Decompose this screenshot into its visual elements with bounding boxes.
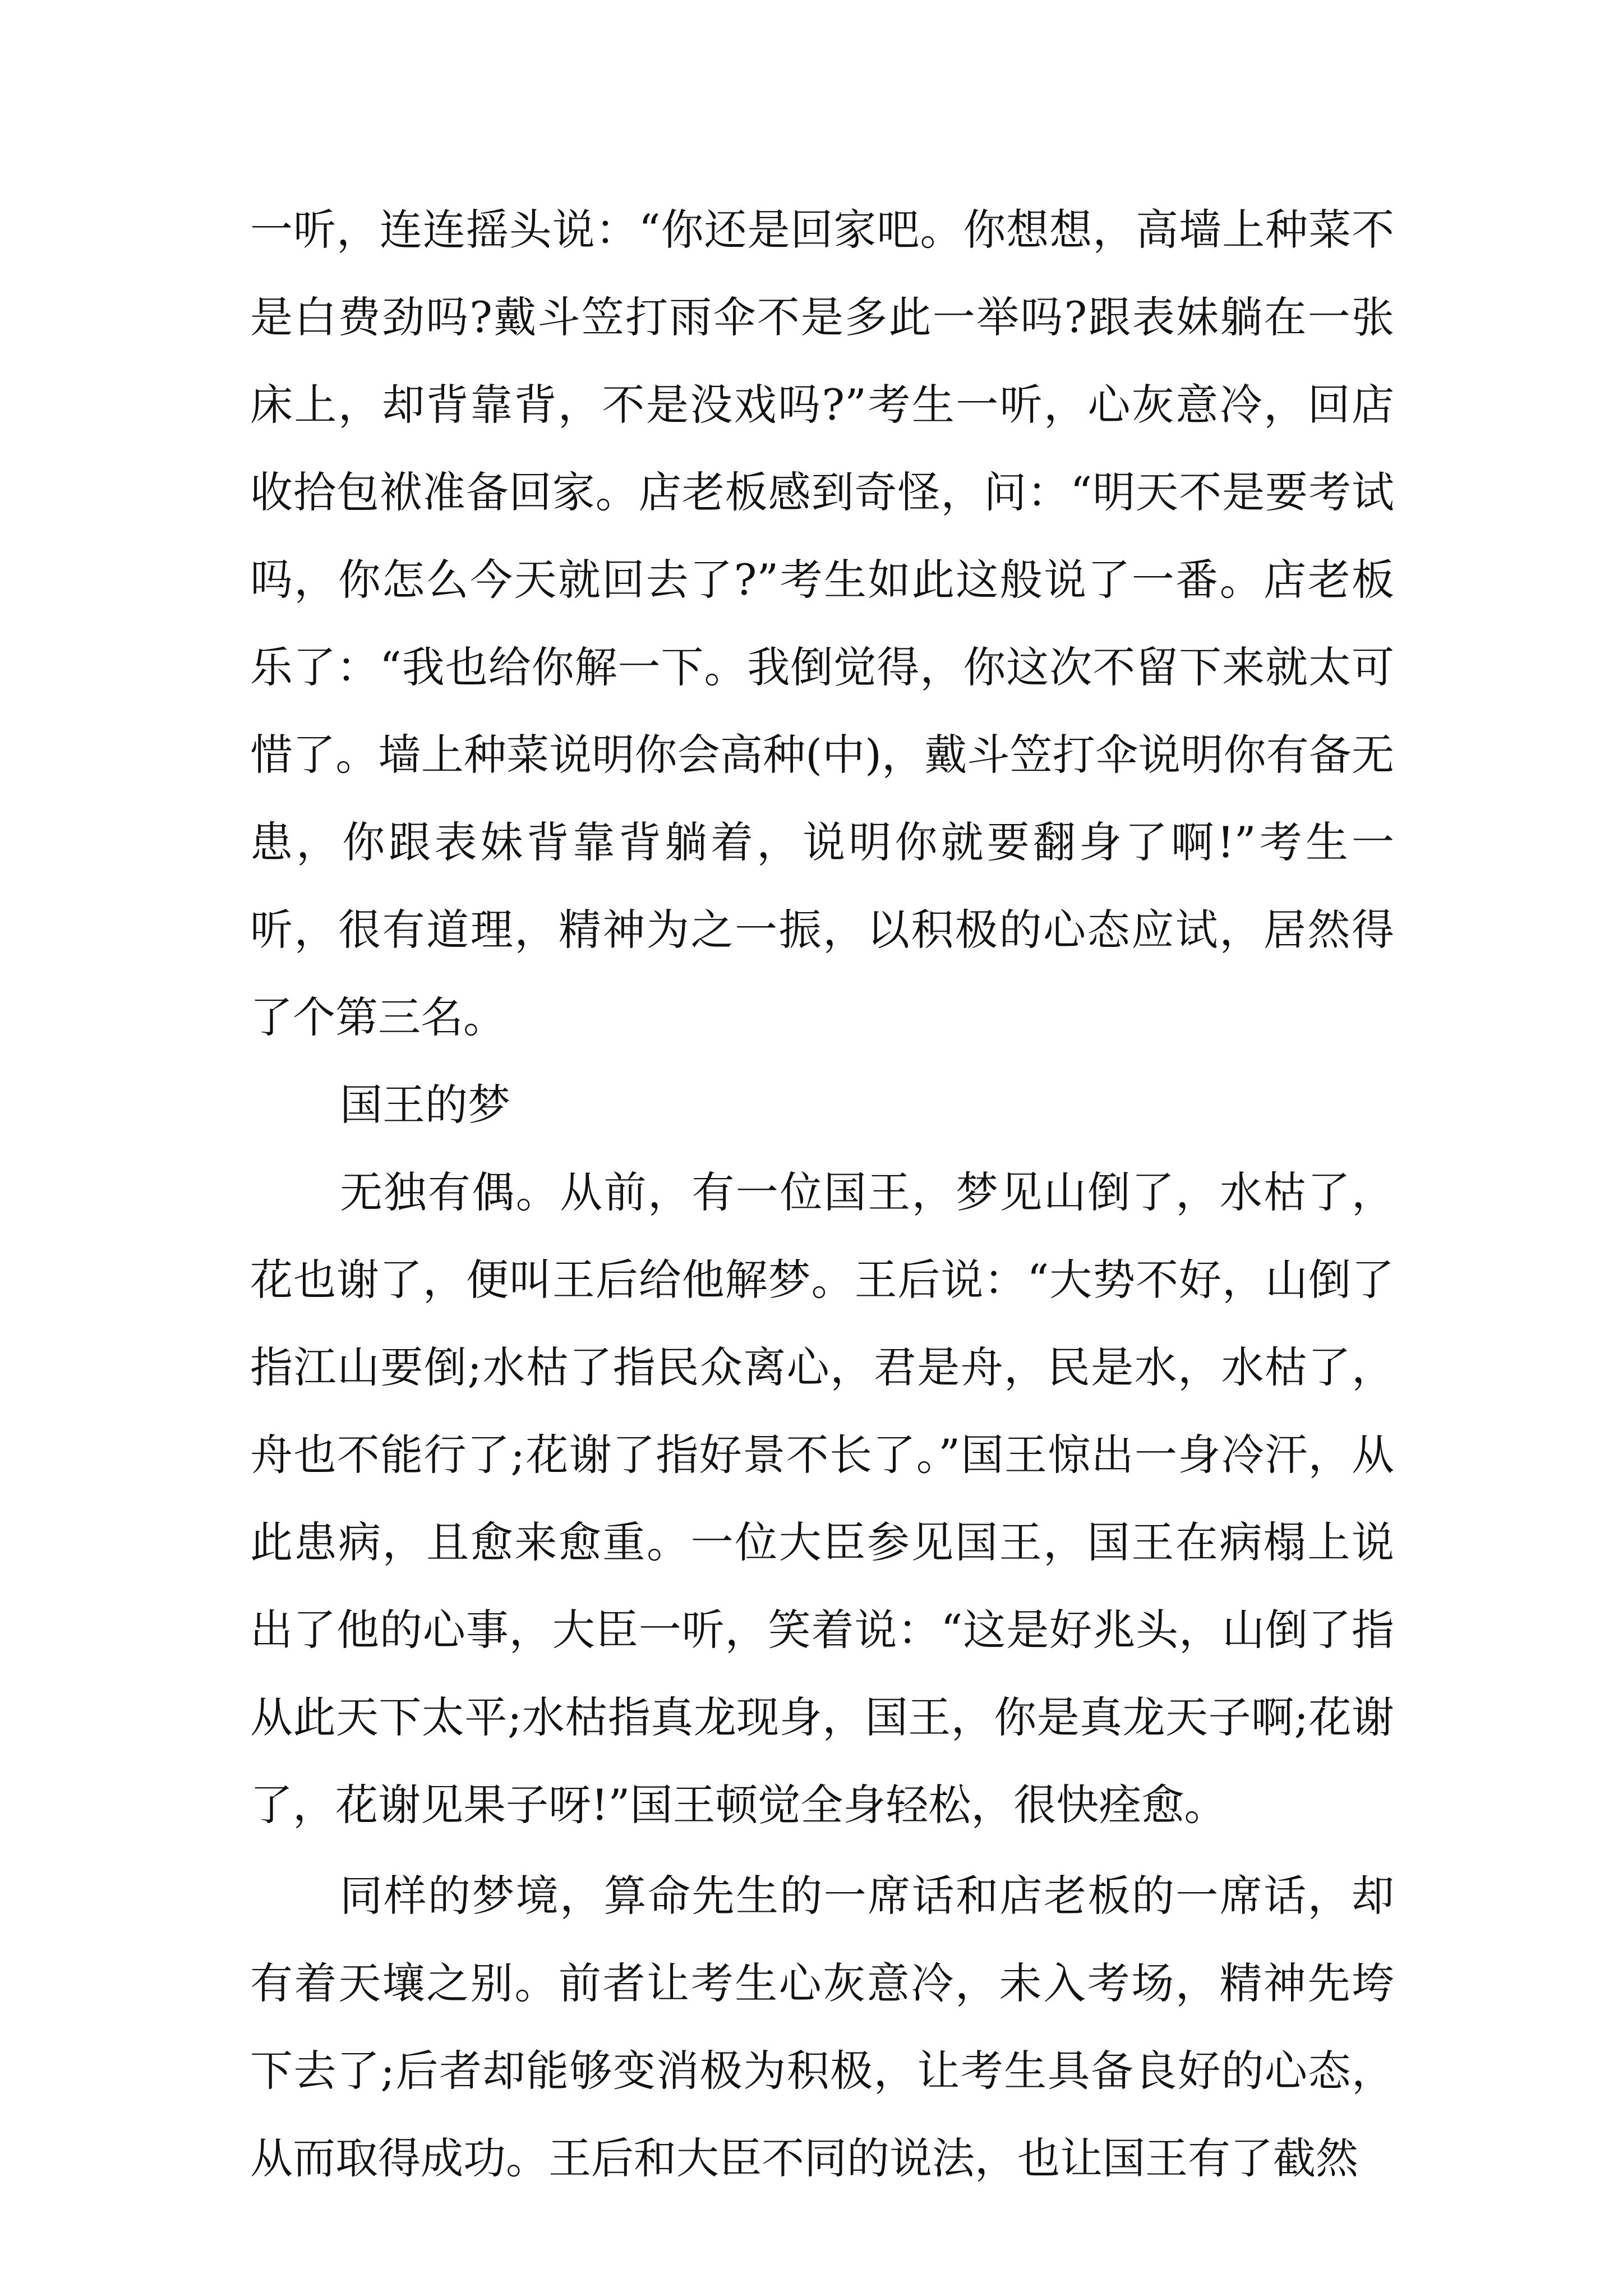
paragraph-king-dream: 无独有偶。从前，有一位国王，梦见山倒了，水枯了，花也谢了，便叫王后给他解梦。王后说：“大势不好，山倒了指江山要倒;水枯了指民众离心，君是舟，民是水，水枯了，舟也不能行了;花谢了指好景不长了。”国王惊出一身冷汗，从此患病，且愈来愈重。一位大臣参见国王，国王在病榻上说出了他的心事，大臣一听，笑着说：“这是好兆头，山倒了指从此天下太平;水枯指真龙现身，国王，你是真龙天子啊;花谢了，花谢见果子呀!”国王顿觉全身轻松，很快痊愈。 bbox=[250, 1167, 1394, 1830]
document-body bbox=[250, 186, 1394, 2202]
paragraph-comparison: 同样的梦境，算命先生的一席话和店老板的一席话，却有着天壤之别。前者让考生心灰意冷，未入考场，精神先垮下去了;后者却能够变消极为积极，让考生具备良好的心态，从而取得成功。王后和大臣不同的说法，也让国王有了截然 bbox=[250, 1871, 1394, 2183]
section-heading: 国王的梦 bbox=[340, 1080, 510, 1130]
paragraph-continuation: 一听，连连摇头说：“你还是回家吧。你想想，高墙上种菜不是白费劲吗?戴斗笠打雨伞不是多此一举吗?跟表妹躺在一张床上，却背靠背，不是没戏吗?”考生一听，心灰意冷，回店收拾包袱准备回家。店老板感到奇怪，问：“明天不是要考试吗，你怎么今天就回去了?”考生如此这般说了一番。店老板乐了：“我也给你解一下。我倒觉得，你这次不留下来就太可惜了。墙上种菜说明你会高种(中)，戴斗笠打伞说明你有备无患，你跟表妹背靠背躺着，说明你就要翻身了啊!”考生一听，很有道理，精神为之一振，以积极的心态应试，居然得了个第三名。 bbox=[250, 205, 1394, 1042]
